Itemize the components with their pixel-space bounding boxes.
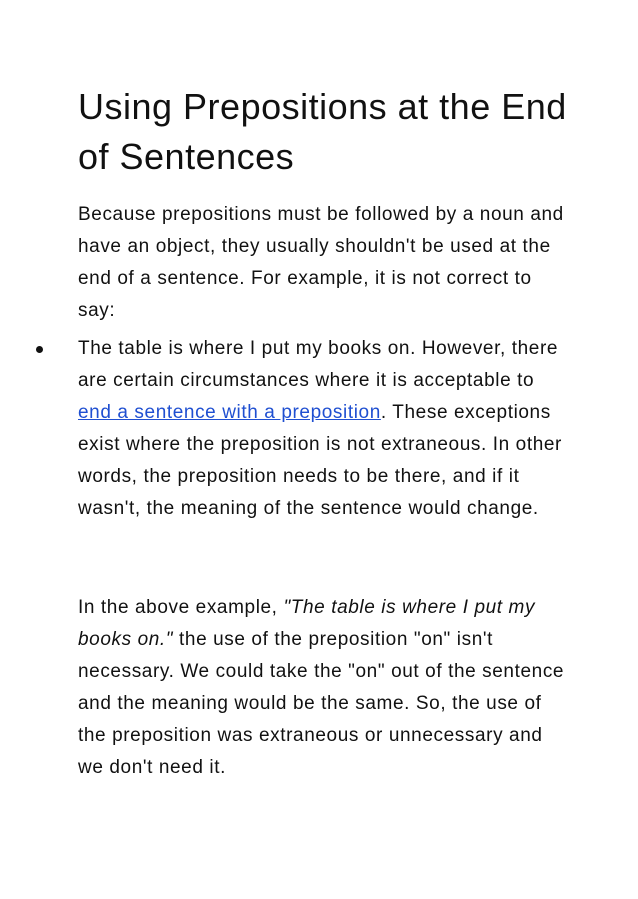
explanation-rest: the use of the preposition "on" isn't necessary. We could take the "on" out of the sentence and the meaning would be the same. So, the use of the preposition was extraneous or unnecessary and we don't need it. xyxy=(78,629,565,778)
bullet-paragraph xyxy=(78,333,568,525)
bullet-text-after-link: . These exceptions exist where the preposition is not extraneous. In other words, the preposition needs to be there, and if it wasn't, the meaning of the sentence would change. xyxy=(78,402,562,519)
explanation-paragraph xyxy=(78,592,568,784)
bullet-text-before-link: The table is where I put my books on. However, there are certain circumstances where it is acceptable to xyxy=(78,338,559,391)
bullet-icon xyxy=(36,346,43,353)
example-quote: "The table is where I put my books on." xyxy=(78,597,536,650)
intro-paragraph: Because prepositions must be followed by a noun and have an object, they usually shouldn't be used at the end of a sentence. For example, it is not correct to say: xyxy=(78,204,564,321)
preposition-link[interactable]: end a sentence with a preposition xyxy=(78,402,381,423)
page-title: Using Prepositions at the End of Sentences xyxy=(78,86,567,177)
explanation-lead: In the above example, xyxy=(78,597,284,618)
